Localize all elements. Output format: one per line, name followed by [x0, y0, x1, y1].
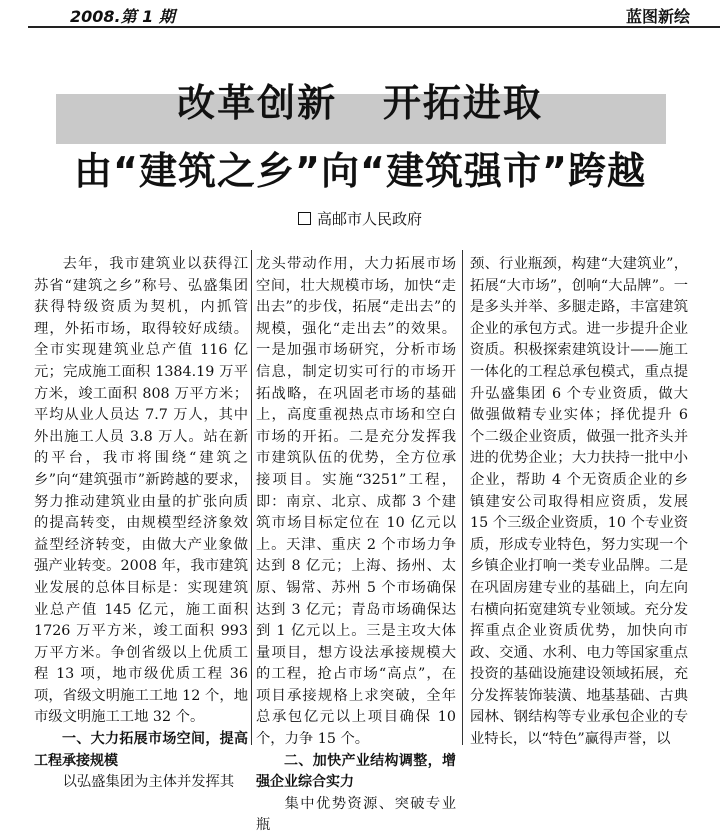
article-title-line-2: 由“建筑之乡”向“建筑强市”跨越 — [74, 149, 646, 193]
section-heading: 二、加快产业结构调整，增强企业综合实力 — [256, 752, 456, 791]
paragraph: 集中优势资源、突破专业瓶 — [256, 795, 456, 834]
column-divider — [251, 250, 252, 745]
text-column-3 — [470, 254, 688, 748]
text-column-2 — [256, 254, 456, 834]
article-title-line-1: 改革创新 开拓进取 — [177, 81, 543, 125]
paragraph: 颈、行业瓶颈，构建“大建筑业”，拓展“大市场”，创响“大品牌”。一是多头并举、多腿走路，丰富建筑企业的承包方式。进一步提升企业资质。积极探索建筑设计——施工一体化的工程总承包模式，重点提升弘盛集团 6 个专业资质，做大做强做精专业实体；择优提升 6 个二级企业资质，做强一批齐头并进的优势企业；大力扶持一批中小企业，帮助 4 个无资质企业的乡镇建安公司取得相应资质，发展 15 个三级企业资质，10 个专业资质，形成专业特色，努力实现一个乡镇企业打响一类专业品牌。二是在巩固房建专业的基础上，向左向右横向拓宽建筑专业领域。充分发挥重点企业资质优势，加快向市政、交通、水利、电力等国家重点投资的基础设施建设领域拓展，充分发挥装饰装潢、地基基础、古典园林、钢结构等专业承包企业的专业特长，以“特色”赢得声誉，以 — [470, 256, 688, 748]
section-name: 蓝图新绘 — [625, 7, 690, 26]
paragraph: 去年，我市建筑业以获得江苏省“建筑之乡”称号、弘盛集团获得特级资质为契机，内抓管理，外拓市场，取得较好成绩。全市实现建筑业总产值 116 亿元；完成施工面积 1384.19 万平方米，竣工面积 808 万平方米；平均从业人员达 7.7 万人，其中外出施工人员 3.8 万人。站在新的平台，我市将围绕“建筑之乡”向“建筑强市”新跨越的要求，努力推动建筑业由量的扩张向质的提高转变，由规模型经济象效益型经济转变，由做大产业象做强产业转变。2008 年，我市建筑业发展的总体目标是：实现建筑业总产值 145 亿元，施工面积 1726 万平方米，竣工面积 993 万平方米。争创省级以上优质工程 13 项，地市级优质工程 36 项，省级文明施工工地 12 个，地市级文明施工工地 32 个。 — [34, 256, 248, 726]
issue-number: 2008.第 1 期 — [70, 7, 175, 26]
section-heading: 一、大力拓展市场空间，提高工程承接规模 — [34, 731, 248, 769]
author-name: 高邮市人民政府 — [316, 210, 422, 228]
square-bullet-icon — [298, 212, 311, 225]
text-column-1 — [34, 254, 248, 791]
page-header — [28, 0, 720, 28]
paragraph: 以弘盛集团为主体并发挥其 — [62, 774, 235, 791]
column-divider — [462, 250, 463, 745]
author-line — [0, 208, 720, 229]
paragraph: 龙头带动作用，大力拓展市场空间，壮大规模市场，加快“走出去”的步伐，拓展“走出去”的规模，强化“走出去”的效果。一是加强市场研究，分析市场信息，制定切实可行的市场开拓战略，在巩固老市场的基础上，高度重视热点市场和空白市场的开拓。二是充分发挥我市建筑队伍的优势，全方位承接项目。实施“3251”工程，即：南京、北京、成都 3 个建筑市场目标定位在 10 亿元以上。天津、重庆 2 个市场力争达到 8 亿元；上海、扬州、太原、锡常、苏州 5 个市场确保达到 3 亿元；青岛市场确保达到 1 亿元以上。三是主攻大体量项目，想方设法承接规模大的工程，抢占市场“高点”，在项目承接规格上求突破，全年总承包亿元以上项目确保 10 个，力争 15 个。 — [256, 256, 456, 748]
